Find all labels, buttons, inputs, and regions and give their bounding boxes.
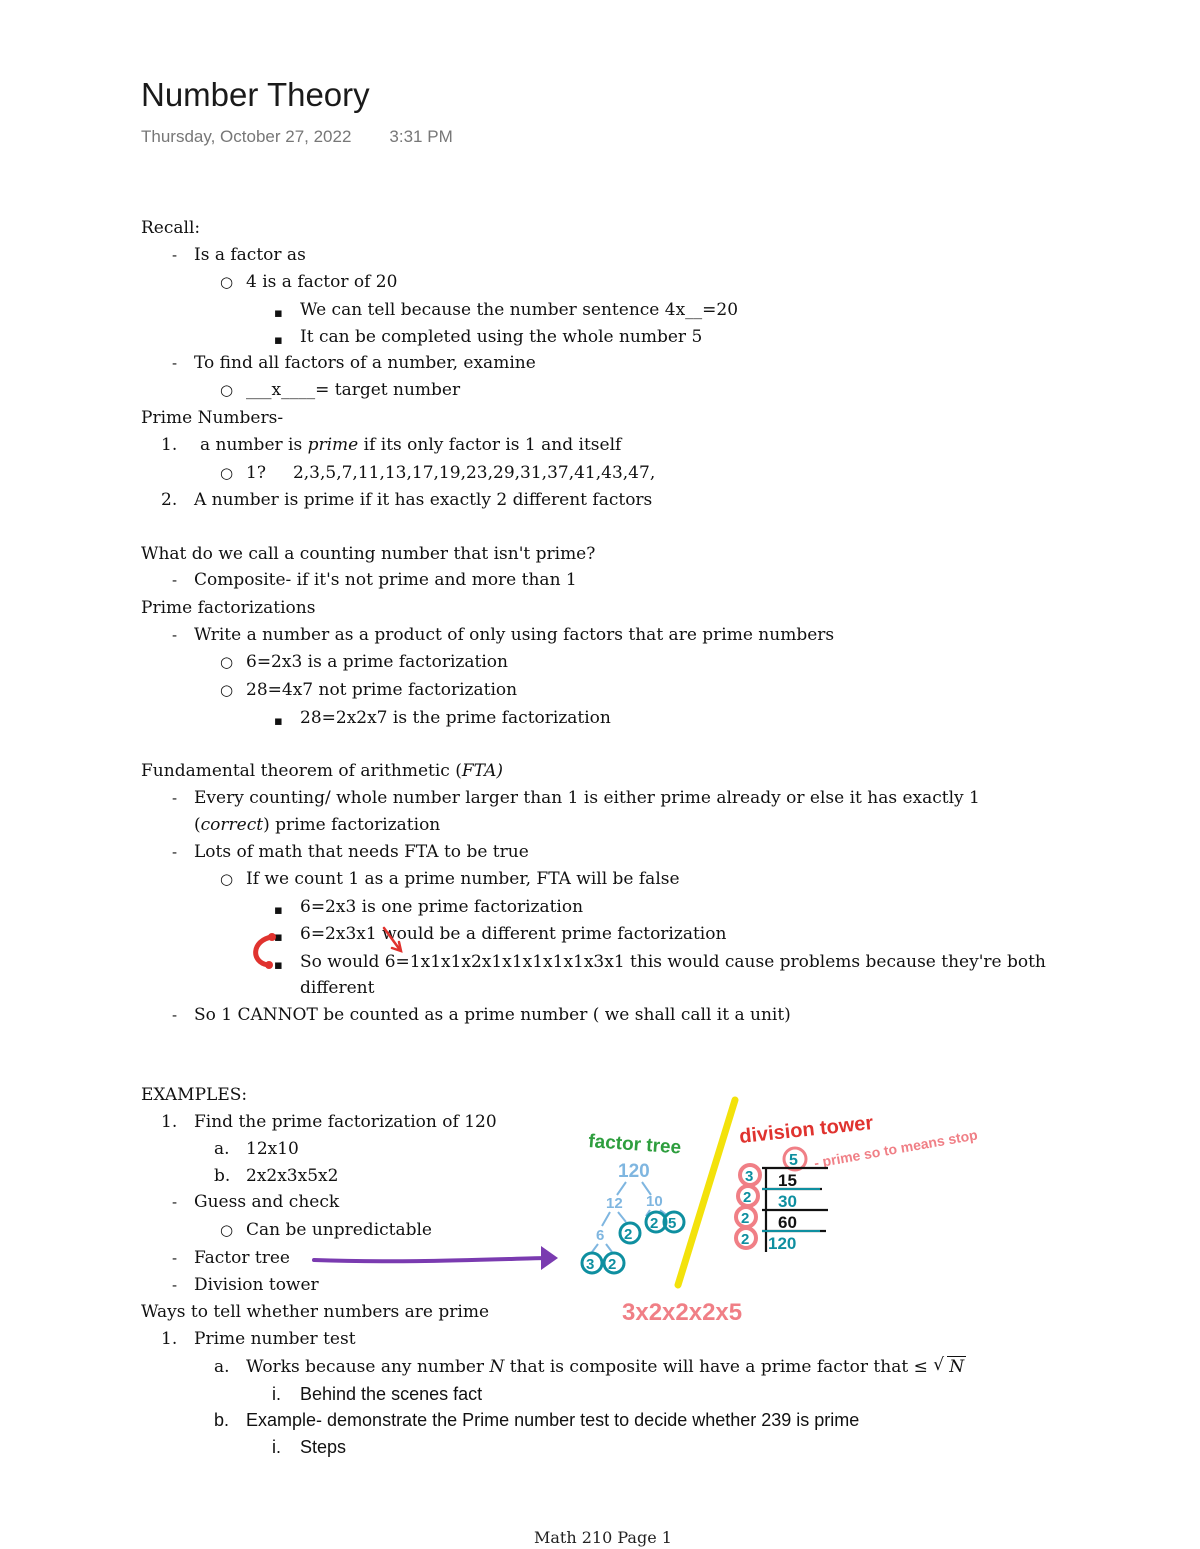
list-item: i. Behind the scenes fact (272, 1384, 483, 1404)
tower-value: 120 (768, 1234, 797, 1253)
list-item: - Every counting/ whole number larger than 1 is either prime already or else it has exactly 1 (194, 787, 980, 809)
tree-node: 3 (586, 1256, 595, 1273)
list-item: ○ If we count 1 as a prime number, FTA will be false (246, 868, 680, 890)
list-item: ▪ 28=2x2x7 is the prime factorization (300, 707, 611, 729)
list-item: a. 12x10 (214, 1139, 299, 1159)
page-timestamp (141, 127, 453, 147)
tree-node: 5 (668, 1215, 677, 1232)
yellow-divider-ink (678, 1100, 735, 1285)
list-item: - Factor tree (194, 1247, 290, 1269)
list-item: ○ 6=2x3 is a prime factorization (246, 651, 508, 673)
list-item: 2. A number is prime if it has exactly 2 different factors (161, 490, 653, 510)
heading-fta: Fundamental theorem of arithmetic (FTA) (141, 761, 503, 781)
heading-ways-to-tell: Ways to tell whether numbers are prime (141, 1302, 490, 1322)
question-line: What do we call a counting number that isn't prime? (141, 544, 596, 564)
tower-value: 15 (778, 1171, 797, 1190)
list-item: ○ 1? 2,3,5,7,11,13,17,19,23,29,31,37,41,43,47, (246, 462, 655, 484)
list-item: b. Example- demonstrate the Prime number test to decide whether 239 is prime (214, 1410, 860, 1430)
divisor-circle-ink (736, 1228, 756, 1248)
circled-prime-ink (604, 1253, 624, 1273)
list-item: ○ ___x____= target number (246, 379, 460, 401)
page-date: Thursday, October 27, 2022 (141, 127, 352, 146)
tower-divisor: 3 (745, 1168, 754, 1185)
tower-divisor: 2 (743, 1189, 752, 1206)
list-item: ▪ 6=2x3 is one prime factorization (300, 896, 583, 918)
list-item: - Guess and check (194, 1191, 339, 1213)
list-item-continued: (correct) prime factorization (194, 815, 441, 835)
tree-node: 10 (646, 1193, 663, 1210)
tree-node: 120 (618, 1161, 650, 1182)
factorization-result: 3x2x2x2x5 (622, 1299, 743, 1326)
page-footer: Math 210 Page 1 (534, 1528, 672, 1547)
list-item: ○ Can be unpredictable (246, 1219, 432, 1241)
list-item: i. Steps (272, 1437, 347, 1457)
list-item: - Composite- if it's not prime and more than 1 (194, 569, 577, 591)
list-item: ▪ 6=2x3x1 would be a different prime factorization (300, 923, 726, 945)
circled-prime-ink (646, 1212, 666, 1232)
list-item: a. Works because any number N that is composite will have a prime factor that ≤ √ N (214, 1355, 965, 1377)
factor-tree-label: factor tree (587, 1131, 682, 1159)
list-item: - Division tower (194, 1274, 319, 1296)
tower-bracket-ink (762, 1168, 828, 1252)
divisor-circle-ink (740, 1165, 760, 1185)
list-item: 1. a number is prime if its only factor is 1 and itself (161, 435, 622, 455)
tower-divisor: 2 (741, 1231, 750, 1248)
list-item: - Is a factor as (194, 244, 306, 266)
list-item: - Lots of math that needs FTA to be true (194, 841, 529, 863)
list-item: b. 2x2x3x5x2 (214, 1166, 339, 1186)
circled-prime-ink (620, 1223, 640, 1243)
tower-value: 30 (778, 1192, 797, 1211)
tree-node: 2 (624, 1226, 633, 1243)
red-dot-ink (265, 961, 273, 969)
circled-prime-ink (582, 1253, 602, 1273)
page-title: Number Theory (141, 76, 370, 113)
list-item: ▪ So would 6=1x1x1x2x1x1x1x1x1x3x1 this would cause problems because they're both (300, 951, 1046, 973)
list-item: ○ 28=4x7 not prime factorization (246, 679, 517, 701)
division-tower-label: division tower (738, 1112, 875, 1148)
list-item: 1. Find the prime factorization of 120 (161, 1112, 497, 1132)
tower-divisor: 2 (741, 1210, 750, 1227)
tree-node: 2 (650, 1215, 659, 1232)
list-item: ▪ It can be completed using the whole number 5 (300, 326, 702, 348)
tree-node: 2 (608, 1256, 617, 1273)
tree-branch-ink (617, 1182, 651, 1195)
page-time: 3:31 PM (389, 127, 453, 146)
heading-recall: Recall: (141, 218, 201, 238)
heading-prime-numbers: Prime Numbers- (141, 408, 284, 428)
list-item: - Write a number as a product of only using factors that are prime numbers (194, 624, 834, 646)
divisor-circle-ink (736, 1207, 756, 1227)
list-item: ○ 4 is a factor of 20 (246, 271, 397, 293)
tower-value: 5 (789, 1152, 798, 1169)
divisor-circle-ink (738, 1186, 758, 1206)
tower-bracket-teal-ink (762, 1189, 820, 1231)
list-item: - So 1 CANNOT be counted as a prime number ( we shall call it a unit) (194, 1004, 791, 1026)
tree-node: 12 (606, 1195, 623, 1212)
heading-examples: EXAMPLES: (141, 1085, 248, 1105)
list-item-continued: different (300, 978, 375, 998)
purple-arrow-ink (314, 1258, 545, 1261)
square-root: √ N (933, 1355, 965, 1377)
heading-prime-factorizations: Prime factorizations (141, 598, 316, 618)
result-circle-ink (784, 1148, 806, 1170)
tree-node: 6 (596, 1227, 605, 1244)
purple-arrowhead-ink (541, 1246, 558, 1270)
red-bracket-ink (256, 937, 272, 965)
tower-value: 60 (778, 1213, 797, 1232)
prime-stop-note: - prime so to means stop (812, 1126, 979, 1171)
tree-branch-ink (592, 1244, 612, 1252)
circled-prime-ink (664, 1212, 684, 1232)
list-item: - To find all factors of a number, examine (194, 352, 536, 374)
list-item: ▪ We can tell because the number sentence 4x__=20 (300, 299, 738, 321)
tree-branch-ink (602, 1210, 668, 1226)
list-item: 1. Prime number test (161, 1329, 356, 1349)
